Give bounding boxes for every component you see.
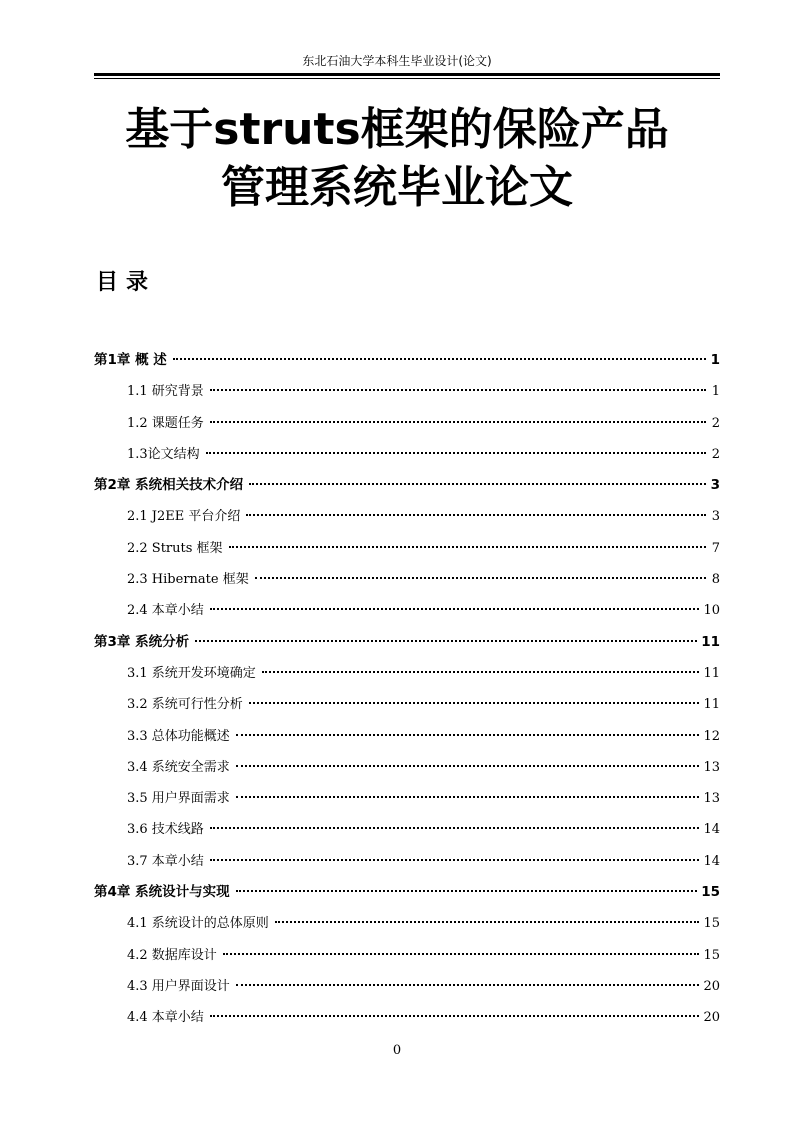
toc-section-entry[interactable] — [94, 752, 720, 783]
toc-entry-page: 13 — [703, 791, 720, 807]
toc-entry-page: 1 — [711, 384, 720, 400]
toc-section-entry[interactable] — [94, 814, 720, 845]
toc-entry-label: 2.3 Hibernate 框架 — [127, 572, 249, 588]
toc-section-entry[interactable] — [94, 940, 720, 971]
toc-section-entry[interactable] — [94, 721, 720, 752]
toc-dot-leader — [206, 452, 706, 454]
toc-entry-page: 11 — [703, 665, 720, 681]
toc-dot-leader — [236, 984, 700, 986]
toc-dot-leader — [262, 671, 700, 673]
toc-entry-page: 2 — [711, 446, 720, 462]
toc-dot-leader — [173, 358, 706, 360]
toc-dot-leader — [210, 827, 700, 829]
toc-entry-page: 20 — [703, 978, 720, 994]
toc-entry-page: 15 — [703, 916, 720, 932]
toc-entry-label: 第3章 系统分析 — [94, 633, 190, 650]
toc-entry-label: 3.1 系统开发环境确定 — [127, 665, 256, 681]
toc-entry-page: 11 — [701, 633, 720, 650]
toc-entry-page: 10 — [703, 603, 720, 619]
toc-section-entry[interactable] — [94, 533, 720, 564]
toc-entry-page: 20 — [703, 1010, 720, 1026]
toc-entry-page: 13 — [703, 759, 720, 775]
toc-dot-leader — [210, 859, 700, 861]
toc-section-entry[interactable] — [94, 689, 720, 720]
toc-dot-leader — [236, 765, 700, 767]
toc-section-entry[interactable] — [94, 564, 720, 595]
toc-entry-label: 1.2 课题任务 — [127, 415, 204, 431]
toc-entry-label: 4.3 用户界面设计 — [127, 978, 230, 994]
toc-entry-page: 8 — [711, 572, 720, 588]
toc-entry-label: 3.2 系统可行性分析 — [127, 697, 243, 713]
toc-entry-page: 3 — [711, 509, 720, 525]
toc-entry-label: 2.4 本章小结 — [127, 603, 204, 619]
header-text: 东北石油大学本科生毕业设计(论文) — [302, 54, 492, 68]
header-rule-thick — [94, 73, 720, 76]
toc-section-entry[interactable] — [94, 846, 720, 877]
toc-dot-leader — [255, 577, 706, 579]
toc-section-entry[interactable] — [94, 658, 720, 689]
toc-dot-leader — [275, 921, 700, 923]
toc-entry-page: 15 — [703, 947, 720, 963]
toc-entry-label: 2.1 J2EE 平台介绍 — [127, 509, 241, 525]
toc-section-entry[interactable] — [94, 408, 720, 439]
table-of-contents — [94, 345, 720, 1034]
toc-entry-page: 1 — [710, 352, 720, 368]
toc-section-entry[interactable] — [94, 501, 720, 532]
toc-dot-leader — [195, 640, 697, 642]
toc-entry-label: 3.3 总体功能概述 — [127, 728, 230, 744]
toc-dot-leader — [210, 421, 706, 423]
toc-entry-page: 15 — [701, 884, 720, 901]
toc-chapter-entry[interactable] — [94, 470, 720, 501]
toc-section-entry[interactable] — [94, 595, 720, 626]
toc-entry-label: 2.2 Struts 框架 — [127, 540, 223, 556]
toc-entry-label: 第4章 系统设计与实现 — [94, 884, 230, 901]
toc-dot-leader — [249, 483, 706, 485]
toc-section-entry[interactable] — [94, 1002, 720, 1033]
toc-dot-leader — [210, 1015, 700, 1017]
toc-chapter-entry[interactable] — [94, 345, 720, 376]
toc-section-entry[interactable] — [94, 908, 720, 939]
toc-dot-leader — [210, 389, 706, 391]
toc-entry-label: 1.1 研究背景 — [127, 384, 204, 400]
toc-entry-label: 3.5 用户界面需求 — [127, 791, 230, 807]
page-number: 0 — [392, 1043, 402, 1058]
toc-entry-label: 1.3论文结构 — [127, 446, 200, 462]
toc-dot-leader — [236, 734, 700, 736]
toc-chapter-entry[interactable] — [94, 877, 720, 908]
toc-dot-leader — [223, 953, 700, 955]
toc-dot-leader — [236, 890, 698, 892]
toc-chapter-entry[interactable] — [94, 627, 720, 658]
toc-section-entry[interactable] — [94, 783, 720, 814]
header-rule-thin — [94, 78, 720, 79]
toc-heading: 目录 — [96, 270, 157, 295]
toc-entry-page: 14 — [703, 822, 720, 838]
toc-entry-label: 3.6 技术线路 — [127, 822, 204, 838]
toc-entry-page: 3 — [710, 477, 720, 494]
toc-dot-leader — [210, 608, 700, 610]
toc-entry-page: 7 — [711, 540, 720, 556]
toc-section-entry[interactable] — [94, 439, 720, 470]
toc-entry-label: 4.2 数据库设计 — [127, 947, 217, 963]
title-line-2: 管理系统毕业论文 — [221, 162, 573, 213]
toc-dot-leader — [249, 702, 700, 704]
toc-dot-leader — [246, 514, 706, 516]
toc-entry-label: 4.4 本章小结 — [127, 1010, 204, 1026]
toc-entry-page: 11 — [703, 697, 720, 713]
toc-entry-label: 4.1 系统设计的总体原则 — [127, 916, 269, 932]
toc-section-entry[interactable] — [94, 971, 720, 1002]
toc-entry-label: 3.7 本章小结 — [127, 853, 204, 869]
toc-entry-page: 2 — [711, 415, 720, 431]
toc-entry-page: 12 — [703, 728, 720, 744]
toc-entry-label: 第2章 系统相关技术介绍 — [94, 477, 244, 494]
toc-dot-leader — [229, 546, 706, 548]
toc-entry-page: 14 — [703, 853, 720, 869]
toc-entry-label: 3.4 系统安全需求 — [127, 759, 230, 775]
toc-section-entry[interactable] — [94, 376, 720, 407]
toc-dot-leader — [236, 796, 700, 798]
toc-entry-label: 第1章 概 述 — [94, 352, 167, 368]
title-line-1: 基于struts框架的保险产品 — [125, 104, 669, 155]
